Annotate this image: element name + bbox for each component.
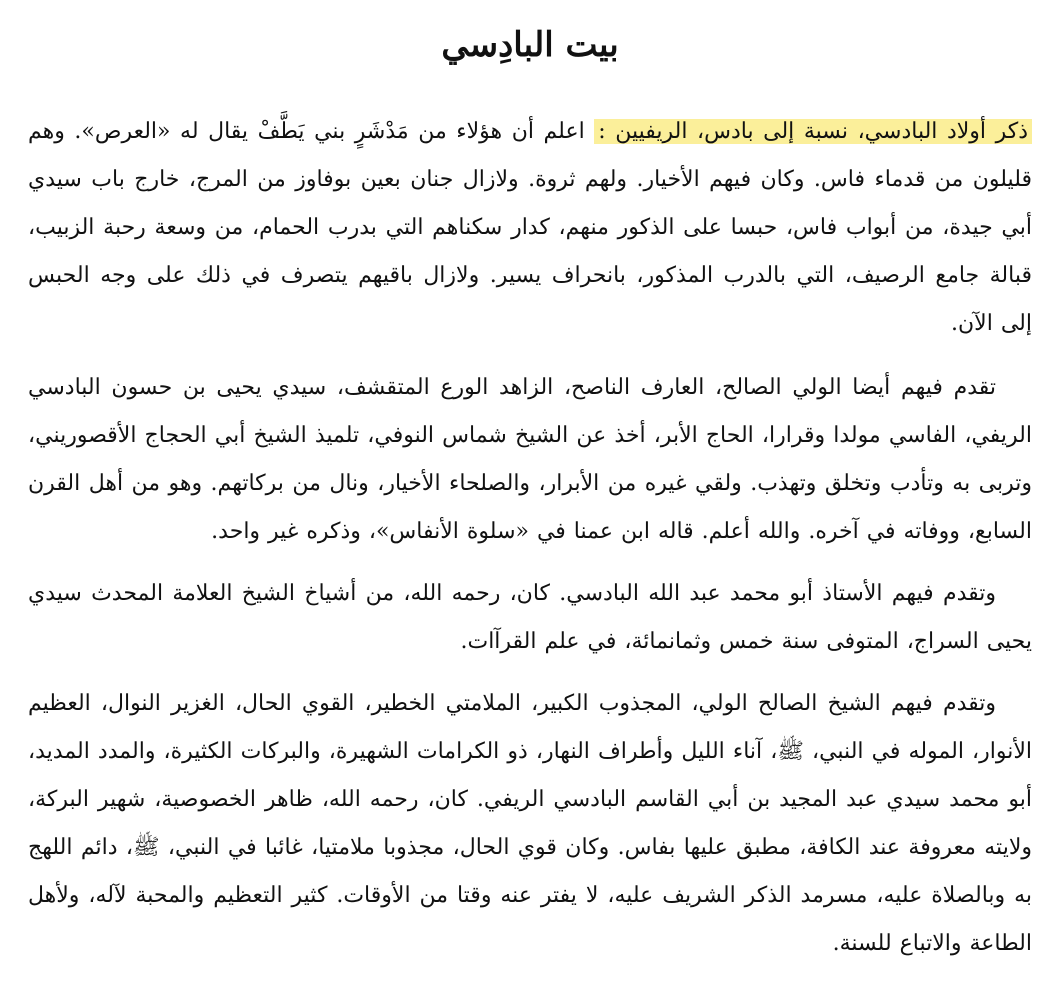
paragraph-1-text: اعلم أن هؤلاء من مَدْشَرٍ بني يَطَّفْ يقال له «العرص». وهم قليلون من قدماء فاس. وكان فيهم الأخيار. ولهم ثروة. ولازال جنان بعين بوفاوز من المرج، خارج باب سيدي أبي جيدة، من أبواب فاس، حبسا على الذكور منهم، كدار سكناهم التي بدرب الحمام، من وسعة رحبة الزبيب، قبالة جامع الرصيف، التي بالدرب المذكور، بانحراف يسير. ولازال باقيهم يتصرف في ذلك على وجه الحبس إلى الآن. [28, 119, 1033, 336]
paragraph-4: وتقدم فيهم الشيخ الصالح الولي، المجذوب الكبير، الملامتي الخطير، القوي الحال، الغزير النوال، العظيم الأنوار، الموله في النبي، ﷺ، آناء الليل وأطراف النهار، ذو الكرامات الشهيرة، والبركات الكثيرة، والمدد المديد، أبو محمد سيدي عبد المجيد بن أبي القاسم البادسي الريفي. كان، رحمه الله، ظاهر الخصوصية، شهير البركة، ولايته معروفة عند الكافة، مطبق عليها بفاس. وكان قوي الحال، مجذوبا ملامتيا، غائبا في النبي، ﷺ، دائم اللهج به وبالصلاة عليه، مسرمد الذكر الشريف عليه، لا يفتر عنه وقتا من الأوقات. كثير التعظيم والمحبة لآله، ولأهل الطاعة والاتباع للسنة. [28, 691, 1033, 956]
paragraph-2: تقدم فيهم أيضا الولي الصالح، العارف الناصح، الزاهد الورع المتقشف، سيدي يحيى بن حسون البادسي الريفي، الفاسي مولدا وقرارا، الحاج الأبر، أخذ عن الشيخ شماس النوفي، تلميذ الشيخ أبي الحجاج الأقصوريني، وتربى به وتأدب وتخلق وتهذب. ولقي غيره من الأبرار، والصلحاء الأخيار، ونال من بركاتهم. وهو من أهل القرن السابع، ووفاته في آخره. والله أعلم. قاله ابن عمنا في «سلوة الأنفاس»، وذكره غير واحد. [28, 375, 1032, 544]
page-title: بيت البادِسي [441, 25, 619, 65]
highlighted-heading: ذكر أولاد البادسي، نسبة إلى بادس، الريفيين : [594, 119, 1032, 144]
paragraph-3: وتقدم فيهم الأستاذ أبو محمد عبد الله البادسي. كان، رحمه الله، من أشياخ الشيخ العلامة المحدث سيدي يحيى السراج، المتوفى سنة خمس وثمانمائة، في علم القرآات. [28, 581, 1032, 654]
paragraph-1 [28, 108, 1032, 348]
